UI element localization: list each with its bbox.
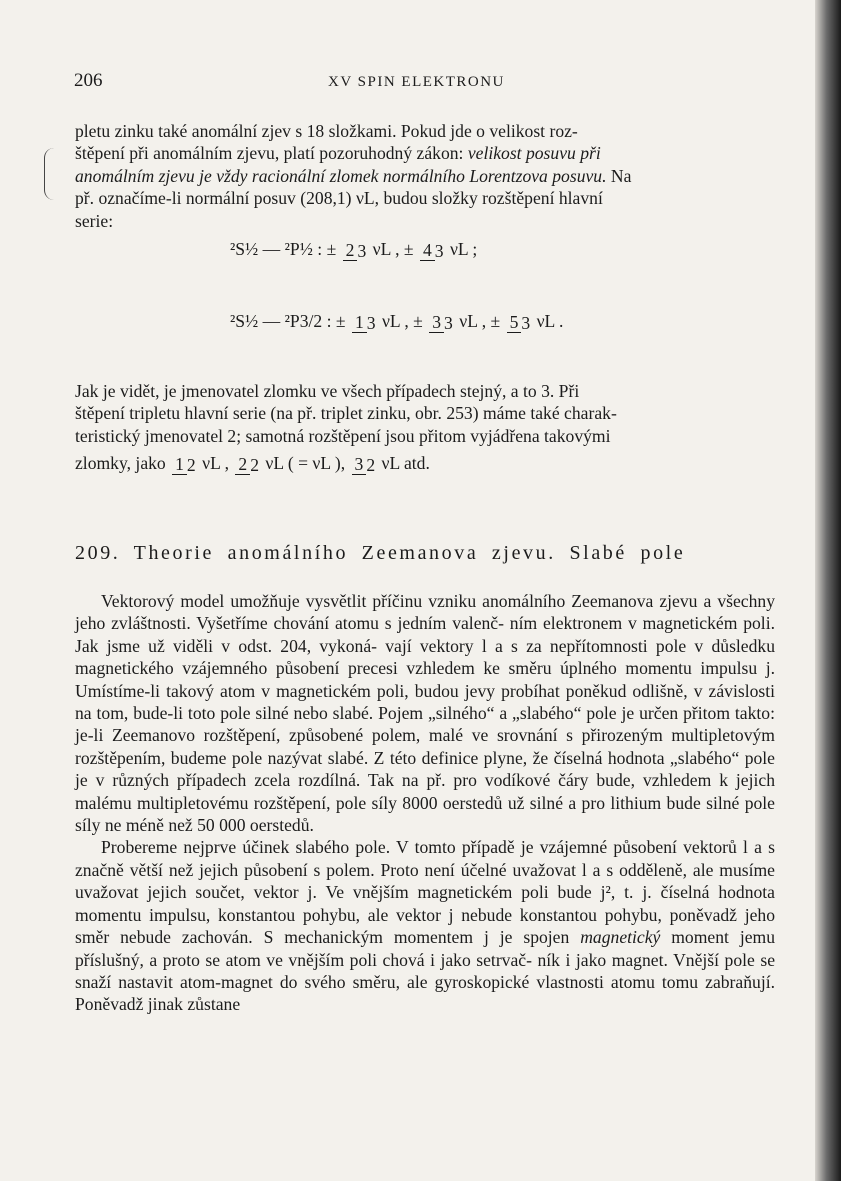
eq2-end: νL . bbox=[536, 311, 564, 332]
paragraph-4 bbox=[75, 590, 775, 1016]
eq3-fraction-3 bbox=[352, 453, 376, 475]
eq1-fraction-1 bbox=[343, 239, 367, 261]
page-number: 206 bbox=[74, 70, 103, 91]
eq3-f2-den: 2 bbox=[250, 454, 259, 475]
eq2-fraction-1 bbox=[352, 311, 376, 333]
eq1-f2-den: 3 bbox=[434, 240, 444, 261]
eq2-f2-den: 3 bbox=[444, 312, 453, 333]
eq3-fraction-2 bbox=[235, 453, 259, 475]
para1-line3 bbox=[75, 165, 775, 187]
eq1-f1-den: 3 bbox=[357, 240, 367, 261]
eq1-lhs: ²S½ — ²P½ : ± bbox=[230, 239, 337, 260]
para5-c: moment jemu příslušný, a proto se atom ve vnějším poli chová i jako setrvač- ník i jako magnet. Vnější pole se snaží nastavit atom-magnet do svého směru, ale gyroskopické vlastnosti atomu tomu zabraňují. Poněvadž jinak zůstane bbox=[75, 927, 775, 1015]
equation-2 bbox=[230, 310, 563, 360]
para2-line2: štěpení tripletu hlavní serie (na př. triplet zinku, obr. 253) máme také charak- bbox=[75, 403, 617, 424]
eq1-f2-num: 4 bbox=[420, 240, 435, 261]
para1-line3-end: Na bbox=[606, 165, 632, 186]
eq3-prefix: zlomky, jako bbox=[75, 453, 166, 474]
para1-line3-law: anomálním zjevu je vždy racionální zlomek normálního Lorentzova posuvu. bbox=[75, 165, 607, 186]
margin-bracket-mark bbox=[44, 148, 55, 200]
equation-1 bbox=[230, 238, 477, 288]
eq3-t3: νL atd. bbox=[381, 453, 430, 474]
eq2-mid1: νL , ± bbox=[381, 311, 423, 332]
eq1-f1-num: 2 bbox=[343, 240, 358, 261]
eq2-f3-num: 5 bbox=[507, 312, 522, 333]
eq1-mid: νL , ± bbox=[372, 239, 414, 260]
eq3-t2: νL ( = νL ), bbox=[265, 453, 346, 474]
para1-line4: př. označíme-li normální posuv (208,1) νL, budou složky rozštěpení hlavní bbox=[75, 188, 603, 209]
eq2-fraction-2 bbox=[429, 311, 453, 333]
eq1-end: νL ; bbox=[449, 239, 478, 260]
eq3-f3-den: 2 bbox=[366, 454, 376, 475]
eq3-fraction-1 bbox=[172, 453, 196, 475]
eq2-f1-den: 3 bbox=[366, 312, 376, 333]
para4-text: Vektorový model umožňuje vysvětlit příčinu vzniku anomálního Zeemanova zjevu a všechny jeho zvláštnosti. Vyšetříme chování atomu s jedním valenč- ním elektronem v magnetickém poli. Jak jsme už viděli v odst. 204, vykoná- vají vektory l a s za nepřítomnosti pole v důsledku magnetického vzájemného působení precesi vzhledem ke směru úplného momentu impulsu j. Umístíme-li takový atom v magnetickém poli, budou jevy probíhat poněkud odlišně, v závislosti na tom, bude-li toto pole silné nebo slabé. Pojem „silného“ a „slabého“ pole je určen přitom takto: je-li Zeemanovo rozštěpení, způsobené polem, malé ve srovnání s přirozeným multipletovým rozštěpením, budeme pole nazývat slabé. Z této definice plyne, že číselná hodnota „slabého“ pole je v různých případech zcela rozdílná. Tak na př. pro vodíkové čáry bude, vzhledem k jejich malému multipletovému rozštěpení, pole síly 8000 oerstedů už silné a pro lithium bude silné pole síly ne méně než 50 000 oerstedů. bbox=[75, 591, 775, 836]
eq2-mid2: νL , ± bbox=[459, 311, 501, 332]
paragraph-1 bbox=[75, 120, 775, 232]
eq2-f3-den: 3 bbox=[521, 312, 531, 333]
eq3-f2-num: 2 bbox=[235, 454, 250, 475]
eq3-t1: νL , bbox=[202, 453, 229, 474]
eq3-f3-num: 3 bbox=[352, 454, 367, 475]
eq3-f1-num: 1 bbox=[172, 454, 187, 475]
para1-line2-a: štěpení při anomálním zjevu, platí pozoruhodný zákon: bbox=[75, 143, 468, 164]
paragraph-2 bbox=[75, 380, 775, 447]
book-spine-shadow bbox=[815, 0, 841, 1181]
para1-line5: serie: bbox=[75, 210, 114, 231]
eq2-lhs: ²S½ — ²P3/2 : ± bbox=[230, 311, 346, 332]
para2-line3: teristický jmenovatel 2; samotná rozštěpení jsou přitom vyjádřena takovými bbox=[75, 425, 611, 446]
eq2-f1-num: 1 bbox=[352, 312, 367, 333]
para5-b: magnetický bbox=[580, 927, 661, 948]
eq3-f1-den: 2 bbox=[186, 454, 196, 475]
para1-line2-b: velikost posuvu při bbox=[467, 143, 601, 164]
section-heading: 209. Theorie anomálního Zeemanova zjevu. Slabé pole bbox=[75, 542, 686, 564]
eq2-fraction-3 bbox=[507, 311, 531, 333]
para2-line1: Jak je vidět, je jmenovatel zlomku ve všech případech stejný, a to 3. Při bbox=[75, 381, 580, 401]
para1-line2 bbox=[75, 142, 775, 164]
para5-text bbox=[75, 836, 775, 1015]
eq1-fraction-2 bbox=[420, 239, 444, 261]
page-header bbox=[74, 70, 774, 100]
para5-a: Probereme nejprve účinek slabého pole. V tomto případě je vzájemné působení vektorů l a s značně větší než jejich působení s polem. Proto není účelné uvažovat l a s odděleně, ale musíme uvažovat jejich součet, vektor j. Ve vnějším magnetickém poli bude j², t. j. číselná hodnota momentu impulsu, konstantou pohybu, ale vektor j nebude konstantou pohybu, poněvadž jeho směr nebude zachován. S mechanickým momentem j je spojen bbox=[75, 837, 775, 948]
eq2-f2-num: 3 bbox=[429, 312, 444, 333]
running-title: XV SPIN ELEKTRONU bbox=[328, 74, 505, 90]
para1-line1: pletu zinku také anomální zjev s 18 složkami. Pokud jde o velikost roz- bbox=[75, 121, 578, 141]
equation-3 bbox=[75, 452, 430, 475]
